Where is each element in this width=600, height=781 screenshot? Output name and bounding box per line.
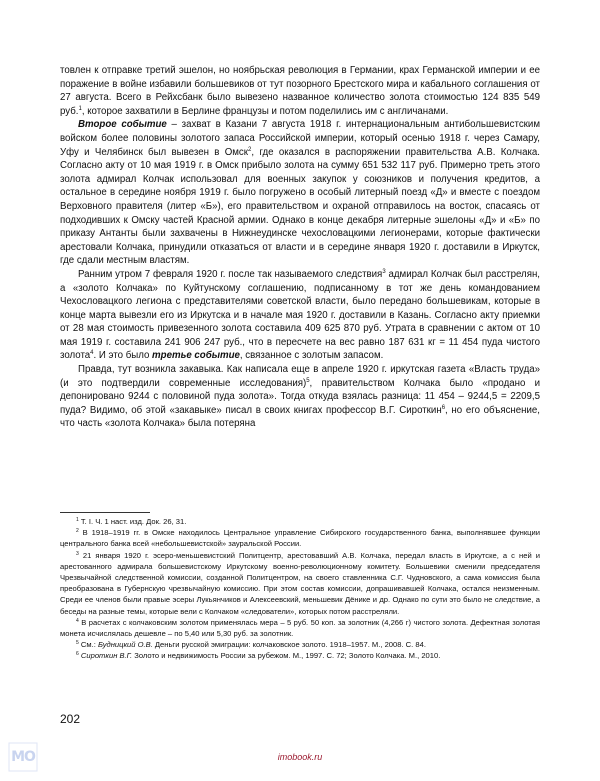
footnote-6-text: Золото и недвижимость России за рубежом. М., 1997. С. 72; Золото Колчака. М., 2010. [132, 651, 441, 661]
paragraph-4 [60, 363, 540, 431]
footnote-2-mark: 2 [76, 528, 79, 535]
p2-text-b: , где оказался в распоряжении правительства А.В. Колчака. Согласно акту от 10 мая 1919 г. в Омск прибыло золота на сумму 651 532 117 руб. Примерно треть этого золота адмирал Колчак использовал для военных закупок у союзников и получения кредитов, а остальное в середине ноября 1919 г. было погружено в особый литерный поезд «Д» и вместе с поездом Верховного правителя (литер «Б»), его правительством и охраной отправилось на восток, спасаясь от подходивших к Омску частей Красной армии. Однако в конце декабря литерные эшелоны «Д» и «Б» по приказу Антанты были захвачены в Нижнеудинске чехословацкими легионерами, которые фактически арестовали Колчака, принудили отказаться от власти и в середине января 1920 г. доставили в Иркутск, где сдали местным властям. [60, 146, 540, 267]
footnotes [60, 516, 540, 662]
publisher-logo-text: МО [11, 749, 35, 765]
footnote-4-text: В расчетах с колчаковским золотом применялась мера – 5 руб. 50 коп. за золотник (4,266 г) чистого золота. Дефектная золотая монета исчислялась дешевле – по 5,40 или 5,30 руб. за золотник. [60, 617, 540, 639]
footnote-1-text: Т. I. Ч. 1 наст. изд. Док. 26, 31. [78, 517, 187, 526]
footnote-5-author: Будницкий О.В. [97, 640, 153, 650]
footnote-1 [60, 516, 540, 527]
footnote-6-author: Сироткин В.Г. [80, 651, 133, 661]
footnote-2-text: В 1918–1919 гг. в Омске находилось Центральное управление Сибирского государственного банка, выполнявшее функции центрального банка всей «небольшевистской» зауральской России. [60, 528, 540, 549]
footnote-ref-1: 1 [78, 105, 82, 112]
footnote-ref-3: 3 [382, 268, 386, 275]
footnote-6-mark: 6 [76, 651, 79, 658]
footnote-6 [60, 650, 540, 661]
paragraph-1 [60, 64, 540, 118]
p1-end: , которое захватили в Берлине французы и потом поделились им с англичанами. [81, 105, 449, 117]
footnote-separator [60, 512, 150, 513]
p3-text-b: адмирал Колчак был расстрелян, а «золото Колчака» по Куйтунскому соглашению, подписанному в тот же день командованием Чехословацкого легиона с представителями советской власти, было передано большевикам, которые в конце марта вывезли его из Иркутска и в начале мая 1920 г. доставили в Казань. Согласно акту приемки от 28 мая стоимость привезенного золота составила 409 625 870 руб. Утрата в сравнении с актом от 10 мая 1919 г. составила 241 906 247 руб., что в пересчете на вес равно 187 631 кг = 11 454 пуда чистого золота [60, 268, 540, 362]
footnote-ref-2: 2 [248, 146, 252, 153]
footnote-1-mark: 1 [76, 517, 79, 523]
paragraph-2 [60, 118, 540, 268]
footnote-5-text: Деньги русской эмиграции: колчаковское золото. 1918–1957. М., 2008. С. 84. [152, 640, 426, 650]
footnote-2 [60, 527, 540, 549]
footnote-ref-5: 5 [306, 377, 310, 384]
p4-text-c: , но его объяснение, что часть «золота Колчака» была потеряна [60, 404, 540, 430]
p4-text-a: Правда, тут возникла закавыка. Как написала еще в апреле 1920 г. иркутская газета «Власть труда» (и это подтвердили современные исследования) [60, 364, 540, 389]
p3-text-c: . И это было [93, 350, 153, 362]
p4-text-b: , правительством Колчака было «продано и депонировано 9244 с половиной пуда золота». Тогда откуда взялась разница: 11 454 – 9244,5 = 2209,5 пуда? Видимо, об этой «закавыке» писал в своих книгах профессор В.Г. Сироткин [60, 377, 540, 416]
footnote-ref-6: 6 [441, 404, 446, 411]
paragraph-3 [60, 268, 540, 363]
page-number: 202 [60, 712, 81, 726]
p3-text-d: , связанное с золотым запасом. [239, 350, 384, 362]
footnote-3 [60, 550, 540, 617]
footnote-4 [60, 617, 540, 639]
footnote-5 [60, 639, 540, 650]
p2-text-a: – захват в Казани 7 августа 1918 г. интернациональным антибольшевистским войском более половины золотого запаса Российской империи, который осенью 1918 г. через Самару, Уфу и Челябинск был вывезен в Омск [60, 119, 540, 158]
footnote-5-prefix: См.: [78, 640, 98, 650]
p3-text-a: Ранним утром 7 февраля 1920 г. после так называемого следствия [78, 268, 383, 280]
footnote-4-mark: 4 [76, 617, 79, 624]
footnote-3-text: 21 января 1920 г. эсеро-меньшевистский Политцентр, арестовавший А.В. Колчака, передал власть в Иркутске, а с ней и арестованного адмирала большевистскому Иркутскому военно-революционному комитету. Большевики сменили председателя Чрезвычайной следственной комиссии, созданной Политцентром, на своего ставленника С.Г. Чудновского, а сама комиссия была преобразована в Губернскую чрезвычайную комиссию. При этом состав комиссии, допрашивавшей Колчака, остался неизменным. Среди ее членов были правые эсеры Лукьянчиков и Алексеевский, меньшевик Дёнике и др. Однако по сути это было не следствие, а беседы на разные темы, которые вели с Колчаком «следователи», которых потом расстреляли. [60, 550, 540, 616]
site-link[interactable]: imobook.ru [277, 752, 323, 762]
footnote-ref-4: 4 [90, 350, 94, 357]
main-text [60, 64, 540, 431]
second-event-lead: Второе событие [78, 119, 167, 131]
footnote-5-mark: 5 [76, 640, 79, 647]
third-event-lead: третье событие [152, 350, 240, 362]
p1-text: товлен к отправке третий эшелон, но ноябрьская революция в Германии, крах Германской империи и ее поражение в войне избавили большевиков от тут позорного Брестского мира и кабального соглашения от 27 августа. Всего в Рейхсбанк было вывезено названное количество золота стоимостью 124 835 549 руб. [60, 65, 540, 117]
footnote-3-mark: 3 [76, 550, 79, 557]
